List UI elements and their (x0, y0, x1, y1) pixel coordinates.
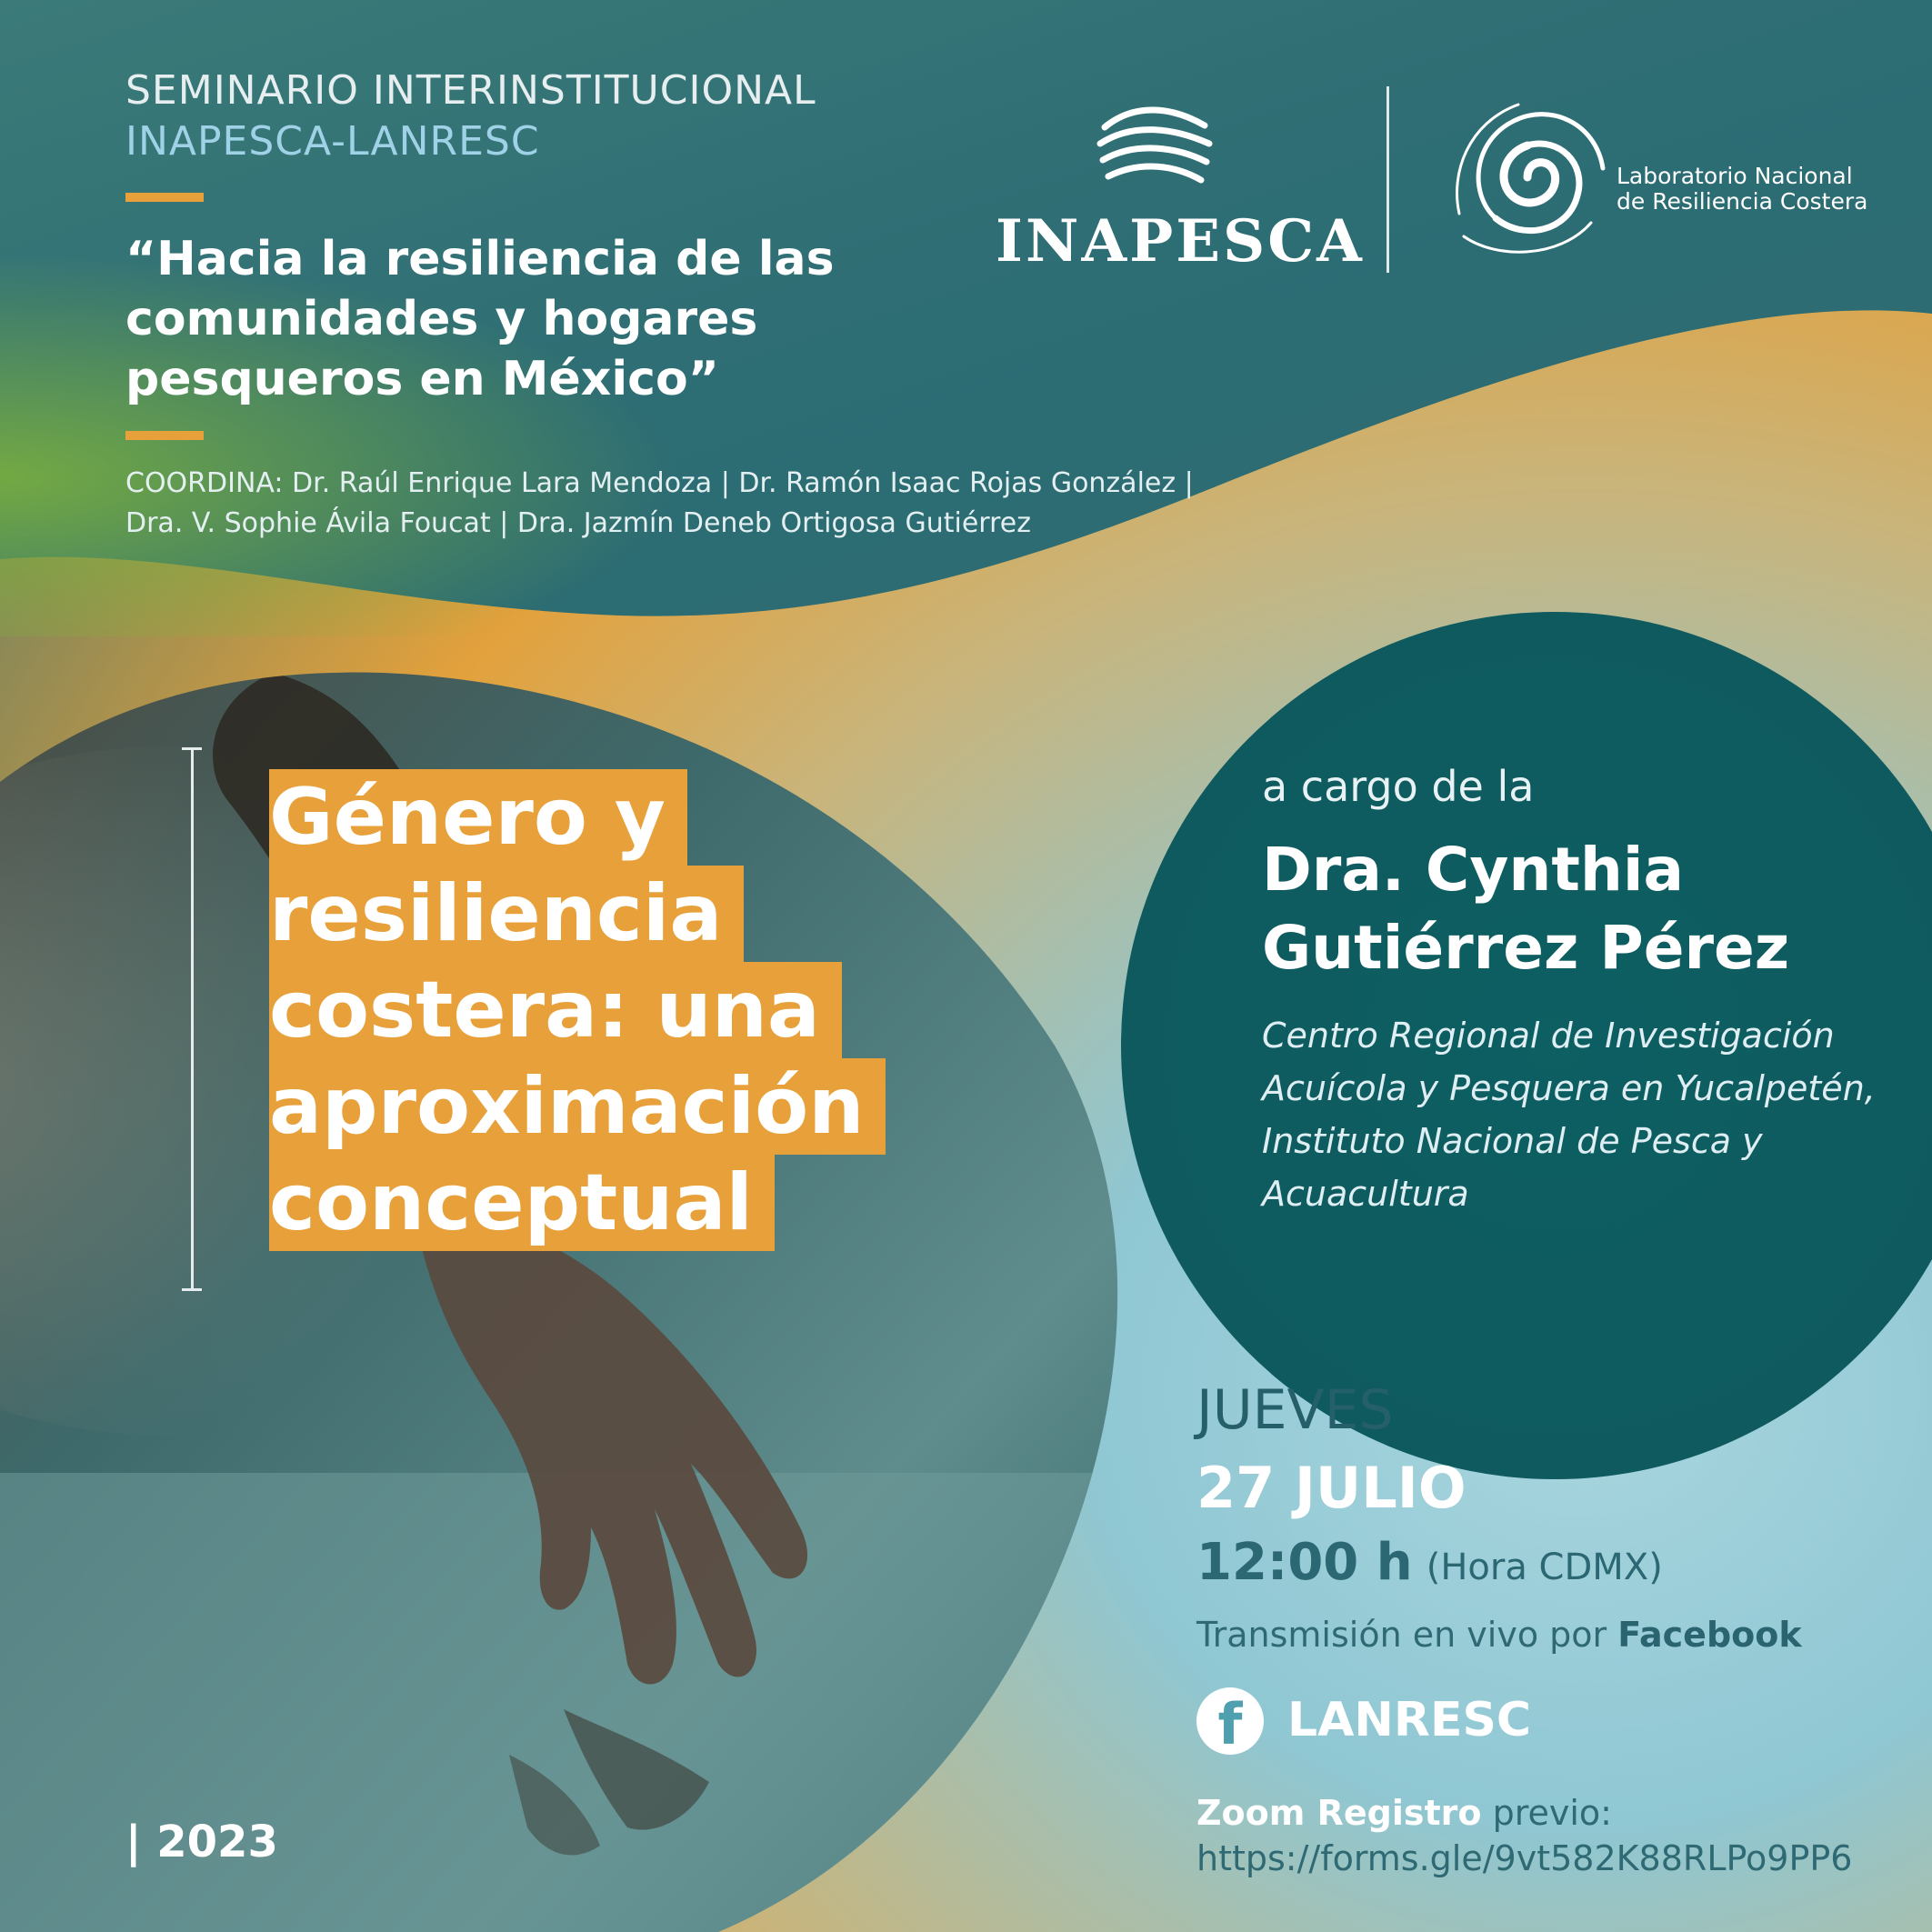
seminar-title-line: pesqueros en México” (125, 352, 719, 406)
speaker-affiliation (1262, 1009, 1898, 1220)
seminar-title-line: “Hacia la resiliencia de las (125, 232, 835, 286)
zoom-registration-link[interactable]: https://forms.gle/9vt582K88RLPo9PP6 (1196, 1838, 1853, 1878)
speaker-intro: a cargo de la (1262, 762, 1535, 811)
lanresc-logo-line: Laboratorio Nacional (1617, 163, 1853, 189)
lanresc-logo-line: de Resiliencia Costera (1617, 188, 1868, 215)
affiliation-line: Instituto Nacional de Pesca y (1262, 1121, 1763, 1161)
affiliation-line: Acuacultura (1262, 1174, 1469, 1214)
title-bracket-cap-bottom (182, 1288, 202, 1291)
event-time (1196, 1533, 1663, 1592)
coordinators-line: Dra. V. Sophie Ávila Foucat | Dra. Jazmín Deneb Ortigosa Gutiérrez (125, 507, 1031, 539)
inapesca-logo-text: INAPESCA (996, 207, 1365, 275)
stream-info (1196, 1615, 1802, 1655)
speaker-name-line: Gutiérrez Pérez (1262, 913, 1790, 983)
lanresc-logo-text (1617, 164, 1867, 215)
affiliation-line: Centro Regional de Investigación (1262, 1016, 1835, 1056)
accent-divider-bottom (125, 431, 204, 440)
speaker-name (1262, 831, 1898, 987)
facebook-page-name: LANRESC (1287, 1693, 1532, 1747)
event-time-value: 12:00 h (1196, 1533, 1413, 1592)
talk-title-line: conceptual (269, 1155, 775, 1251)
year-label: | 2023 (125, 1817, 278, 1867)
event-day: JUEVES (1196, 1378, 1394, 1442)
facebook-icon: f (1196, 1687, 1264, 1755)
seminar-label: SEMINARIO INTERINSTITUCIONAL (125, 67, 816, 114)
seminar-title (125, 229, 889, 409)
talk-title (271, 769, 907, 1251)
event-timezone: (Hora CDMX) (1426, 1547, 1663, 1588)
talk-title-line: resiliencia (269, 866, 744, 962)
zoom-registration (1196, 1793, 1612, 1833)
talk-title-line: Género y (269, 769, 687, 866)
talk-title-line: aproximación (269, 1058, 886, 1155)
stream-text: Transmisión en vivo por (1196, 1615, 1607, 1655)
seminar-institutions: INAPESCA-LANRESC (125, 118, 540, 165)
inapesca-wave-logo-icon (1096, 100, 1214, 200)
seminar-title-line: comunidades y hogares (125, 292, 758, 346)
zoom-suffix: previo: (1492, 1793, 1612, 1833)
zoom-label: Zoom Registro (1196, 1793, 1482, 1833)
lanresc-spiral-logo-icon (1441, 86, 1614, 268)
speaker-name-line: Dra. Cynthia (1262, 835, 1685, 905)
talk-title-line: costera: una (269, 962, 842, 1058)
title-bracket (191, 747, 194, 1291)
speaker-block (1262, 762, 1898, 1220)
coordinators (125, 464, 1216, 544)
accent-divider-top (125, 193, 204, 202)
logo-divider (1386, 86, 1389, 273)
affiliation-line: Acuícola y Pesquera en Yucalpetén, (1262, 1068, 1876, 1108)
title-bracket-cap-top (182, 747, 202, 750)
stream-platform: Facebook (1617, 1615, 1802, 1655)
coordinators-line: COORDINA: Dr. Raúl Enrique Lara Mendoza | Dr. Ramón Isaac Rojas González | (125, 467, 1194, 499)
event-date: 27 JULIO (1196, 1455, 1467, 1521)
